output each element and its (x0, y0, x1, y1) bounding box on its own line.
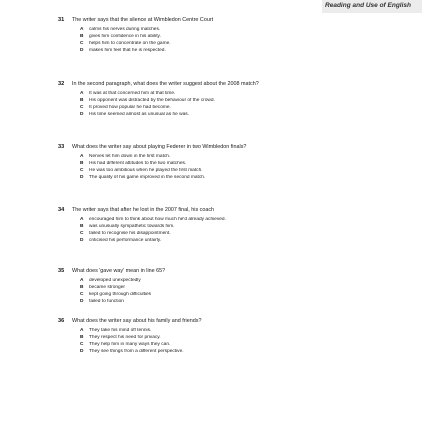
option-letter: D (80, 112, 84, 117)
question-stem: In the second paragraph, what does the writer suggest about the 2008 match? (72, 81, 259, 87)
question-number: 31 (58, 17, 65, 23)
option-letter: A (80, 91, 84, 96)
option-text: helps him to concentrate on the game. (89, 41, 171, 46)
page-header (0, 0, 430, 14)
option-text: kept going through difficulties (89, 292, 152, 297)
option-text: failed to function (89, 299, 124, 304)
question-stem: The writer says that after he lost in the 2007 final, his coach (72, 207, 215, 213)
option-letter: C (80, 231, 84, 236)
question-stem: What does the writer say about playing Federer in two Wimbledon finals? (72, 144, 247, 150)
question-number: 33 (58, 144, 65, 150)
option-letter: B (80, 34, 84, 39)
option-text: Nerves let him down in the first match. (89, 154, 171, 159)
option-letter: C (80, 105, 84, 110)
option-letter: D (80, 175, 84, 180)
question-stem: What does the writer say about his family and friends? (72, 318, 202, 324)
option-letter: D (80, 48, 84, 53)
question-number: 32 (58, 81, 65, 87)
option-text: They take his mind off tennis. (89, 328, 152, 333)
option-text: It proved how popular he had become. (89, 105, 171, 110)
option-text: They respect his need for privacy. (89, 335, 161, 340)
option-text: He was too ambitious when he played the first match. (89, 168, 203, 173)
option-letter: A (80, 27, 84, 32)
option-text: was unusually sympathetic towards him. (89, 224, 175, 229)
option-text: His opponent was distracted by the behaviour of the crowd. (89, 98, 215, 103)
option-letter: B (80, 224, 84, 229)
question-number: 34 (58, 207, 65, 213)
option-letter: A (80, 328, 84, 333)
option-text: They see things from a different perspective. (89, 349, 184, 354)
option-text: became stronger (89, 285, 125, 290)
option-text: developed unexpectedly (89, 278, 141, 283)
option-letter: A (80, 217, 84, 222)
option-letter: D (80, 299, 84, 304)
option-letter: D (80, 349, 84, 354)
question-number: 36 (58, 318, 65, 324)
option-letter: C (80, 342, 84, 347)
option-letter: C (80, 41, 84, 46)
question-stem: What does 'gave way' mean in line 65? (72, 268, 166, 274)
option-text: failed to recognise his disappointment. (89, 231, 171, 236)
question-stem: The writer says that the silence at Wimbledon Centre Court (72, 17, 214, 23)
option-text: calms his nerves during matches. (89, 27, 161, 32)
option-text: makes him feel that he is respected. (89, 48, 166, 53)
option-letter: C (80, 292, 84, 297)
question-number: 35 (58, 268, 65, 274)
option-letter: A (80, 154, 84, 159)
option-text: criticised his performance unfairly. (89, 238, 162, 243)
option-text: His had different attitudes to the two matches. (89, 161, 187, 166)
option-letter: C (80, 168, 84, 173)
option-letter: D (80, 238, 84, 243)
option-text: gives him confidence in his ability. (89, 34, 161, 39)
option-letter: B (80, 161, 84, 166)
option-letter: B (80, 335, 84, 340)
option-letter: B (80, 98, 84, 103)
option-text: encouraged him to think about how much he'd already achieved. (89, 217, 226, 222)
option-letter: B (80, 285, 84, 290)
option-text: His time seemed almost as unusual as he was. (89, 112, 189, 117)
option-letter: A (80, 278, 84, 283)
option-text: The quality of his game improved in the second match. (89, 175, 206, 180)
section-title: Reading and Use of English (325, 2, 411, 9)
option-text: They help him in many ways they can. (89, 342, 171, 347)
option-text: It was at that concerned him at that time. (89, 91, 176, 96)
